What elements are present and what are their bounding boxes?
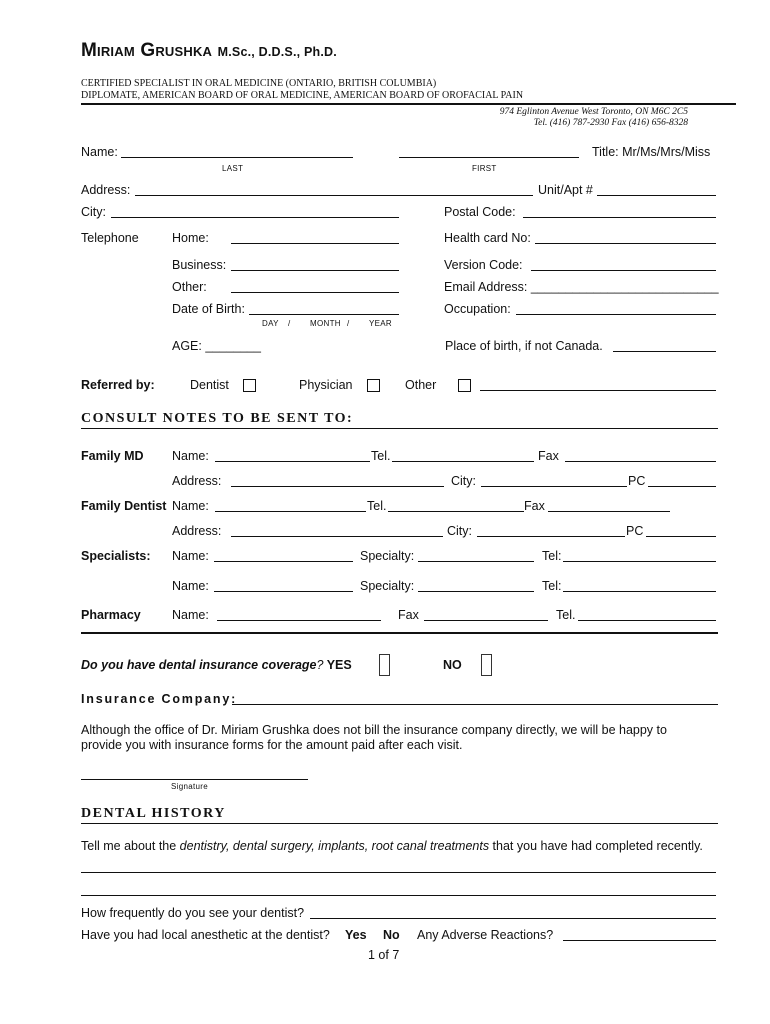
first-name-field[interactable] — [399, 157, 579, 158]
dob-label: Date of Birth: — [172, 302, 245, 316]
consult-end-rule — [81, 632, 718, 634]
family-md-address-field[interactable] — [231, 486, 444, 487]
prompt-end: that you have had completed recently. — [489, 839, 703, 853]
insurance-note-line2: provide you with insurance forms for the amount paid after each visit. — [81, 738, 463, 752]
insurance-question — [81, 658, 352, 672]
title-label: Title: Mr/Ms/Mrs/Miss — [592, 145, 711, 159]
family-dentist-fax-label: Fax — [524, 499, 545, 513]
unit-label: Unit/Apt # — [538, 183, 593, 197]
pharmacy-tel-field[interactable] — [578, 620, 716, 621]
name-label: Name: — [81, 145, 118, 159]
business-label: Business: — [172, 258, 227, 272]
specialist2-tel-label: Tel: — [542, 579, 562, 593]
insurance-note-line1: Although the office of Dr. Miriam Grushka does not bill the insurance company directly, we will be happy to — [81, 723, 667, 737]
family-dentist-tel-field[interactable] — [388, 511, 524, 512]
family-md-tel-field[interactable] — [392, 461, 534, 462]
family-dentist-city-field[interactable] — [477, 536, 625, 537]
pharmacy-name-label: Name: — [172, 608, 209, 622]
pharmacy-fax-field[interactable] — [424, 620, 548, 621]
referral-other-checkbox[interactable] — [458, 379, 471, 392]
dental-history-answer-line-1[interactable] — [81, 872, 716, 873]
occupation-label: Occupation: — [444, 302, 511, 316]
family-md-fax-field[interactable] — [565, 461, 716, 462]
specialists-label: Specialists: — [81, 549, 151, 563]
specialist1-specialty-field[interactable] — [418, 561, 534, 562]
other-phone-field[interactable] — [231, 292, 399, 293]
dental-history-heading: DENTAL HISTORY — [81, 806, 226, 821]
prompt-start: Tell me about the — [81, 839, 180, 853]
family-md-name-label: Name: — [172, 449, 209, 463]
home-phone-field[interactable] — [231, 243, 399, 244]
insurance-company-field[interactable] — [232, 704, 718, 705]
doctor-credentials: M.Sc., D.D.S., Ph.D. — [217, 45, 337, 59]
doctor-name — [81, 40, 337, 62]
dob-slash-1: / — [288, 319, 291, 328]
pharmacy-name-field[interactable] — [217, 620, 381, 621]
family-md-pc-label: PC — [628, 474, 646, 488]
email-label[interactable]: Email Address: ___________________________ — [444, 280, 719, 294]
city-field[interactable] — [111, 217, 399, 218]
signature-field[interactable] — [81, 779, 308, 780]
insurance-yes-label: YES — [326, 658, 352, 672]
home-label: Home: — [172, 231, 209, 245]
dental-history-prompt — [81, 839, 703, 853]
family-dentist-pc-label: PC — [626, 524, 644, 538]
consult-heading-rule — [81, 428, 718, 429]
family-md-pc-field[interactable] — [648, 486, 716, 487]
header-address: 974 Eglinton Avenue West Toronto, ON M6C 2C5 — [499, 107, 688, 117]
specialist2-name-field[interactable] — [214, 591, 353, 592]
family-md-name-field[interactable] — [215, 461, 370, 462]
family-dentist-pc-field[interactable] — [646, 536, 716, 537]
insurance-question-text: Do you have dental insurance coverage — [81, 658, 317, 672]
adverse-reactions-field[interactable] — [563, 940, 716, 941]
anesthetic-yes[interactable]: Yes — [345, 928, 367, 942]
doctor-name-text: Miriam Grushka — [81, 40, 213, 61]
postal-field[interactable] — [523, 217, 716, 218]
last-label: LAST — [222, 164, 244, 173]
page-number: 1 of 7 — [368, 948, 400, 962]
header-phone: Tel. (416) 787-2930 Fax (416) 656-8328 — [533, 118, 688, 128]
signature-label: Signature — [171, 782, 208, 791]
referral-physician-checkbox[interactable] — [367, 379, 380, 392]
family-md-address-label: Address: — [172, 474, 222, 488]
referral-dentist-checkbox[interactable] — [243, 379, 256, 392]
header-rule — [81, 103, 736, 105]
address-label: Address: — [81, 183, 131, 197]
health-card-label: Health card No: — [444, 231, 531, 245]
last-name-field[interactable] — [121, 157, 353, 158]
family-dentist-address-field[interactable] — [231, 536, 443, 537]
pharmacy-label: Pharmacy — [81, 608, 141, 622]
family-md-city-field[interactable] — [481, 486, 627, 487]
dob-field[interactable] — [249, 314, 399, 315]
anesthetic-no[interactable]: No — [383, 928, 400, 942]
dob-slash-2: / — [347, 319, 350, 328]
health-card-field[interactable] — [535, 243, 716, 244]
first-label: FIRST — [472, 164, 497, 173]
version-field[interactable] — [531, 270, 716, 271]
pharmacy-tel-label: Tel. — [556, 608, 576, 622]
other-phone-label: Other: — [172, 280, 207, 294]
occupation-field[interactable] — [516, 314, 716, 315]
month-label: MONTH — [310, 319, 341, 328]
birthplace-label: Place of birth, if not Canada. — [445, 339, 603, 353]
insurance-no-label: NO — [443, 658, 462, 672]
family-dentist-tel-label: Tel. — [367, 499, 387, 513]
header-diplomate-line: DIPLOMATE, AMERICAN BOARD OF ORAL MEDICINE, AMERICAN BOARD OF OROFACIAL PAIN — [81, 90, 524, 101]
referral-other-field[interactable] — [480, 390, 716, 391]
specialist1-tel-field[interactable] — [563, 561, 716, 562]
referred-by-label: Referred by: — [81, 378, 155, 392]
prompt-emphasis: dentistry, dental surgery, implants, root canal treatments — [179, 839, 490, 853]
consult-heading: CONSULT NOTES TO BE SENT TO: — [81, 411, 354, 426]
city-label: City: — [81, 205, 106, 219]
insurance-question-mark: ? — [316, 658, 324, 672]
specialist2-name-label: Name: — [172, 579, 209, 593]
family-md-fax-label: Fax — [538, 449, 559, 463]
family-dentist-name-field[interactable] — [215, 511, 366, 512]
specialist1-name-field[interactable] — [214, 561, 353, 562]
family-md-city-label: City: — [451, 474, 476, 488]
specialist2-specialty-field[interactable] — [418, 591, 534, 592]
referral-physician-label: Physician — [299, 378, 353, 392]
family-dentist-fax-field[interactable] — [548, 511, 670, 512]
family-dentist-city-label: City: — [447, 524, 472, 538]
anesthetic-question: Have you had local anesthetic at the dentist? — [81, 928, 330, 942]
insurance-no-checkbox[interactable] — [481, 654, 492, 676]
adverse-reactions-label: Any Adverse Reactions? — [417, 928, 554, 942]
insurance-company-label: Insurance Company: — [81, 692, 238, 706]
telephone-label: Telephone — [81, 231, 139, 245]
pharmacy-fax-label: Fax — [398, 608, 419, 622]
specialist2-specialty-label: Specialty: — [360, 579, 415, 593]
family-md-tel-label: Tel. — [371, 449, 391, 463]
birthplace-field[interactable] — [613, 351, 716, 352]
dental-history-rule — [81, 823, 718, 824]
specialist2-tel-field[interactable] — [563, 591, 716, 592]
dentist-frequency-field[interactable] — [310, 918, 716, 919]
family-dentist-label: Family Dentist — [81, 499, 167, 513]
age-label[interactable]: AGE: ________ — [172, 339, 261, 353]
family-dentist-name-label: Name: — [172, 499, 209, 513]
referral-dentist-label: Dentist — [190, 378, 229, 392]
year-label: YEAR — [369, 319, 392, 328]
insurance-yes-checkbox[interactable] — [379, 654, 390, 676]
postal-label: Postal Code: — [444, 205, 516, 219]
unit-field[interactable] — [597, 195, 716, 196]
address-field[interactable] — [135, 195, 533, 196]
dentist-frequency-label: How frequently do you see your dentist? — [81, 906, 305, 920]
version-label: Version Code: — [444, 258, 523, 272]
specialist1-name-label: Name: — [172, 549, 209, 563]
dental-history-answer-line-2[interactable] — [81, 895, 716, 896]
day-label: DAY — [262, 319, 279, 328]
header-certification-line: CERTIFIED SPECIALIST IN ORAL MEDICINE (ONTARIO, BRITISH COLUMBIA) — [81, 78, 437, 89]
referral-other-label: Other — [405, 378, 437, 392]
business-phone-field[interactable] — [231, 270, 399, 271]
specialist1-tel-label: Tel: — [542, 549, 562, 563]
family-md-label: Family MD — [81, 449, 144, 463]
specialist1-specialty-label: Specialty: — [360, 549, 415, 563]
family-dentist-address-label: Address: — [172, 524, 222, 538]
